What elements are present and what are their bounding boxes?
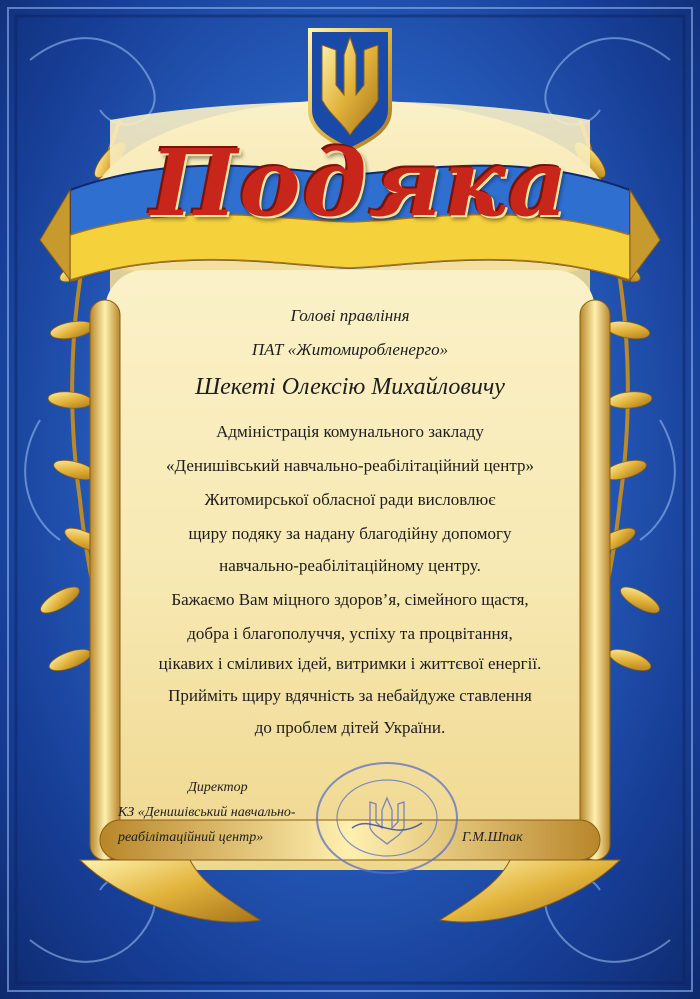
body-line: Житомирської обласної ради висловлює — [204, 490, 496, 509]
body-line: Прийміть щиру вдячність за небайдуже ставлення — [168, 686, 532, 705]
recipient-company: ПАТ «Житомиробленерго» — [251, 340, 449, 359]
signature-scribble-icon — [352, 823, 422, 830]
recipient-position: Голові правління — [290, 306, 410, 325]
signature-org-line1: КЗ «Денишівський навчально- — [118, 805, 296, 820]
official-stamp — [312, 758, 462, 878]
signature-org-line2: реабілітаційний центр» — [118, 830, 264, 845]
body-line: Бажаємо Вам міцного здоров’я, сімейного щастя, — [171, 590, 529, 609]
body-line: добра і благополуччя, успіху та процвітання, — [187, 624, 513, 643]
certificate-title: Подяка — [150, 129, 570, 237]
body-line: «Денишівський навчально-реабілітаційний центр» — [166, 456, 534, 475]
body-line: щиру подяку за надану благодійну допомогу — [188, 524, 512, 543]
body-line: цікавих і сміливих ідей, витримки і життєвої енергії. — [158, 654, 542, 673]
body-line: до проблем дітей України. — [254, 718, 446, 737]
signer-name: Г.М.Шпак — [462, 830, 523, 845]
body-line: Адміністрація комунального закладу — [216, 422, 484, 441]
body-line: навчально-реабілітаційному центру. — [219, 556, 481, 575]
recipient-name: Шекеті Олексію Михайловичу — [195, 374, 505, 400]
signature-position: Директор — [188, 780, 248, 795]
